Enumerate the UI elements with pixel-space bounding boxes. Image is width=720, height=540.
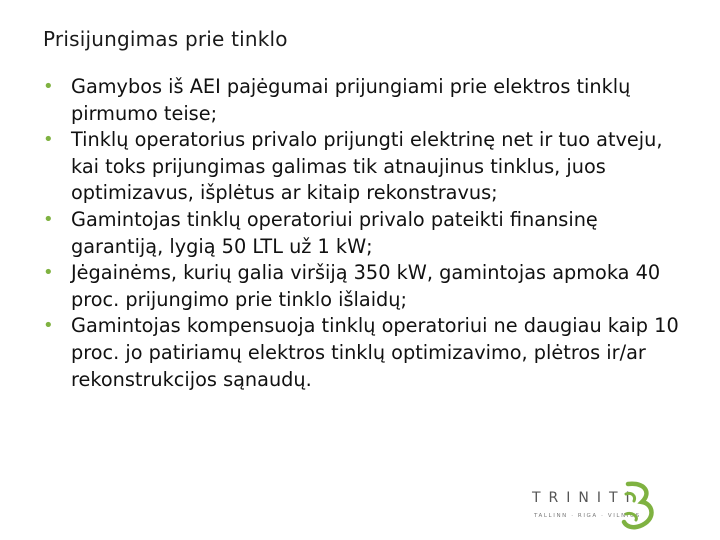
triniti-mark-icon bbox=[614, 480, 658, 530]
bullet-icon: • bbox=[43, 208, 54, 230]
bullet-text: Gamintojas tinklų operatoriui privalo pateikti finansinę garantiją, lygią 50 LTL už 1 kW; bbox=[71, 207, 598, 258]
bullet-item bbox=[43, 260, 683, 313]
bullet-icon: • bbox=[43, 262, 54, 284]
logo-wordmark: TRINITI bbox=[532, 490, 638, 506]
logo-tagline: TALLINN · RIGA · VILNIUS bbox=[534, 513, 641, 519]
bullet-item bbox=[43, 313, 683, 393]
triniti-logo bbox=[532, 480, 662, 530]
bullet-icon: • bbox=[43, 129, 54, 151]
bullet-text: Gamybos iš AEI pajėgumai prijungiami prie elektros tinklų pirmumo teise; bbox=[71, 75, 631, 125]
bullet-list bbox=[43, 74, 683, 393]
bullet-icon: • bbox=[43, 76, 54, 97]
bullet-text: Jėgainėms, kurių galia viršiją 350 kW, gamintojas apmoka 40 proc. prijungimo prie tinklo išlaidų; bbox=[71, 261, 661, 311]
bullet-item bbox=[43, 74, 683, 127]
bullet-text: Tinklų operatorius privalo prijungti elektrinę net ir tuo atveju, kai toks prijungimas galimas tik atnaujinus tinklus, juos optimizavus, išplėtus ar kitaip rekonstravus; bbox=[71, 128, 663, 205]
bullet-text: Gamintojas kompensuoja tinklų operatoriui ne daugiau kaip 10 proc. jo patiriamų elektros tinklų optimizavimo, plėtros ir/ar rekonstrukcijos sąnaudų. bbox=[71, 314, 679, 391]
bullet-item bbox=[43, 207, 683, 260]
slide-title: Prisijungimas prie tinklo bbox=[43, 27, 288, 51]
bullet-item bbox=[43, 127, 683, 207]
bullet-icon: • bbox=[43, 315, 54, 337]
